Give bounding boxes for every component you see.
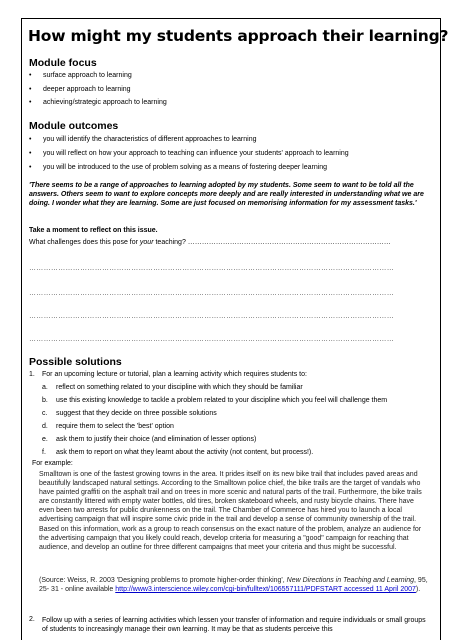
- step-letter: c.: [42, 410, 48, 417]
- step-letter: a.: [42, 384, 48, 391]
- teacher-quote: 'There seems to be a range of approaches to learning adopted by my students. Some seem to want to be told all the answers. Others seem to want to explore concepts more deeply and are really interested in understanding what we are doing. I wonder what they are learning. Some are just focused on memorising information for my assessment tasks.': [29, 182, 424, 207]
- step-text: reflect on something related to your discipline with which they should be familiar: [56, 384, 303, 391]
- step-letter: b.: [42, 397, 48, 404]
- step-text: suggest that they decide on three possible solutions: [56, 410, 217, 417]
- answer-line[interactable]: ……………………………………………………………………………………………………………………………………: [29, 336, 394, 343]
- for-example-label: For example:: [32, 460, 73, 467]
- bullet-icon: •: [29, 99, 32, 106]
- step-text: require them to select the 'best' option: [56, 423, 174, 430]
- bullet-icon: •: [29, 72, 32, 79]
- step-letter: f.: [42, 449, 46, 456]
- emphasis-your: your: [139, 239, 154, 246]
- step-letter: e.: [42, 436, 48, 443]
- step-text: use this existing knowledge to tackle a problem related to your discipline which you feel will challenge them: [56, 397, 388, 404]
- bullet-icon: •: [29, 86, 32, 93]
- bullet-icon: •: [29, 164, 32, 171]
- answer-line[interactable]: ……………………………………………………………………………………………………………………………………: [29, 290, 394, 297]
- document-page: How might my students approach their learning? Module focus • surface approach to learning • deeper approach to learning • achieving/strategic approach to learning Module outcomes • you will identify the characteristics of different approaches to learning • you will reflect on how your approach to teaching can influence your students' approach to learning • you will be introduced to the use of problem solving as a means of fostering deeper learning 'There seems to be a range of approaches to learning adopted by my students. Some seem to want to be told all the answers. Others seem to want to explore concepts more deeply and are really interested in understanding what we are doing. I wonder what they are learning. Some are just focused on memorising information for my assessment tasks.' Take a moment to reflect on this issue. What challenges does this pose for your teaching? …………………………………………………………………………… …………………………………………………………………………………………………………………………………… …………………………………………………………………………………………………………………………………… …………………………………………………………………………………………………………………………………… …………………………………………………………………………………………………………………………………… Possible solutions 1. For an upcoming lecture or tutorial, plan a learning activity which requires students to: a. reflect on something related to your discipline with which they should be familiar b. use this existing knowledge to tackle a problem related to your discipline which you feel will challenge them c. suggest that they decide on three possible solutions d. require them to select the 'best' option e. ask them to justify their choice (and elimination of lesser options) f. ask them to report on what they learnt about the activity (not content, but process!). For example: Smalltown is one of the fastest growing towns in the area. It prides itself on its new bike trail that includes paved areas and beautifully landscaped natural settings. According to the Smalltown police chief, the bike trails are the target of vandals who have painted graffiti on the asphalt trail and on trees in more scenic and natural parts of the trail. Furthermore, the bike trails are constantly littered with empty water bottles, old tires, broken skateboard wheels, and rusty bicycle chains. There have even been two arrests for public drunkenness on the trail. The Chamber of Commerce has hired you to launch a local advertising campaign that will inspire some civic pride in the trail and develop a sense of community ownership of the trail. Based on this information, work as a group to reach consensus on the exact nature of the problem, analyze an audience for the advertising campaign that you likely could reach, develop criteria for measuring a "good" campaign for reaching that audience, and develop an outline for three different campaigns that meet your criteria and thus might be successful. (Source: Weiss, R. 2003 'Designing problems to promote higher-order thinking', New Directions in Teaching and Learning, 95, 25- 31 - online available http://www3.interscience.wiley.com/cgi-bin/fulltext/106557111/PDFSTART accessed 11 April 2007). 2. Follow up with a series of learning activities which lessen your transfer of information and require individuals or small groups of students to increasingly manage their own learning. It may be that as students perceive this: [0, 0, 452, 640]
- follow-up-text: Follow up with a series of learning activities which lessen your transfer of information and require individuals or small groups of students to increasingly manage their own learning. It may be that as students perceive this: [42, 617, 426, 634]
- answer-line[interactable]: ……………………………………………………………………………………………………………………………………: [29, 313, 394, 320]
- module-outcomes-heading: Module outcomes: [29, 120, 119, 132]
- step-text: ask them to report on what they learnt about the activity (not content, but process!).: [56, 449, 314, 456]
- module-focus-heading: Module focus: [29, 57, 97, 69]
- bullet-icon: •: [29, 150, 32, 157]
- example-scenario: Smalltown is one of the fastest growing towns in the area. It prides itself on its new bike trail that includes paved areas and beautifully landscaped natural settings. According to the Smalltown police chief, the bike trails are the target of vandals who have painted graffiti on the asphalt trail and on trees in more scenic and natural parts of the trail. Furthermore, the bike trails are constantly littered with empty water bottles, old tires, broken skateboard wheels, and rusty bicycle chains. There have even been two arrests for public drunkenness on the trail. The Chamber of Commerce has hired you to launch a local advertising campaign that will inspire some civic pride in the trail and develop a sense of community ownership of the trail. Based on this information, work as a group to reach consensus on the exact nature of the problem, analyze an audience for the advertising campaign that you likely could reach, develop criteria for measuring a "good" campaign for reaching that audience, and develop an outline for three different campaigns that meet your criteria and thus might be successful.: [39, 471, 422, 551]
- step-text: ask them to justify their choice (and elimination of lesser options): [56, 436, 257, 443]
- list-number: 2.: [29, 616, 35, 623]
- page-title: How might my students approach their learning?: [28, 27, 449, 45]
- reflection-question: What challenges does this pose for your teaching? ……………………………………………………………………………: [29, 239, 391, 246]
- answer-line[interactable]: ……………………………………………………………………………………………………………………………………: [29, 265, 394, 272]
- step-letter: d.: [42, 423, 48, 430]
- possible-solutions-heading: Possible solutions: [29, 356, 122, 368]
- reflect-prompt: Take a moment to reflect on this issue.: [29, 227, 158, 234]
- source-link[interactable]: http://www3.interscience.wiley.com/cgi-bin/fulltext/106557111/PDFSTART accessed 11 April 2007: [115, 586, 416, 594]
- activity-intro: For an upcoming lecture or tutorial, plan a learning activity which requires students to:: [42, 371, 307, 378]
- bullet-icon: •: [29, 136, 32, 143]
- source-citation: (Source: Weiss, R. 2003 'Designing problems to promote higher-order thinking', New Directions in Teaching and Learning, 95, 25- 31 - online available http://www3.interscience.wiley.com/cgi-bin/fulltext/106557111/PDFSTART accessed 11 April 2007).: [39, 577, 428, 594]
- list-number: 1.: [29, 371, 35, 378]
